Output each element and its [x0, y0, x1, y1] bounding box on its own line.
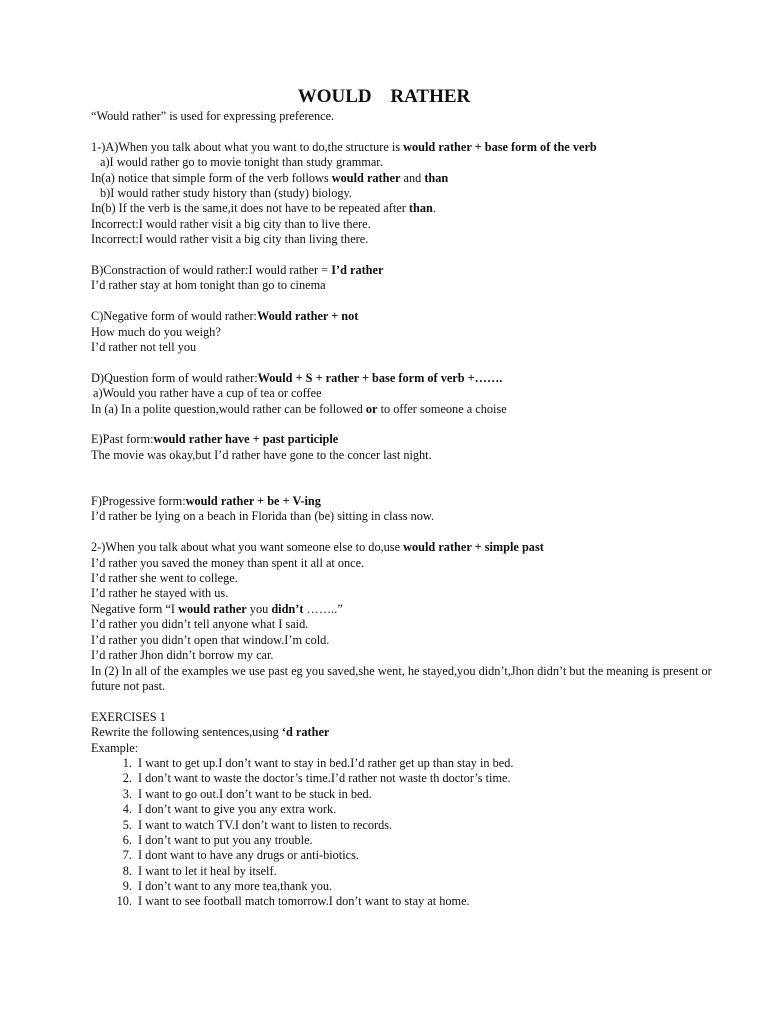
section-e-heading: E)Past form:would rather have + past participle [91, 432, 339, 447]
note-b: In(b) If the verb is the same,it does not have to be repeated after than. [91, 201, 436, 216]
section-c-example-1: How much do you weigh? [91, 324, 221, 339]
section-2-note: In (2) In all of the examples we use past eg you saved,she went, he stayed,you didn’t,Jhon didn’t but the meaning is present or future not past. [91, 663, 712, 693]
example-a: a)I would rather go to movie tonight than study grammar. [100, 155, 383, 170]
list-item: 10. I want to see football match tomorrow.I don’t want to stay at home. [116, 894, 470, 909]
section-d-note: In (a) In a polite question,would rather can be followed or to offer someone a choise [91, 401, 507, 416]
list-item: 4. I don’t want to give you any extra work. [122, 802, 337, 817]
section-b-heading: B)Constraction of would rather:I would rather = I’d rather [91, 263, 384, 278]
section-d-example: a)Would you rather have a cup of tea or coffee [93, 386, 322, 401]
incorrect-example-1: Incorrect:I would rather visit a big city than to live there. [91, 216, 371, 231]
section-2-example-6: I’d rather Jhon didn’t borrow my car. [91, 648, 274, 663]
section-c-example-2: I’d rather not tell you [91, 340, 197, 355]
section-2-example-1: I’d rather you saved the money than spent it all at once. [91, 555, 365, 570]
list-item: 2. I don’t want to waste the doctor’s time.I’d rather not waste th doctor’s time. [122, 771, 511, 786]
section-2-example-3: I’d rather he stayed with us. [91, 586, 229, 601]
document-body [91, 109, 731, 910]
section-f-heading: F)Progessive form:would rather + be + V-ing [91, 494, 321, 509]
section-f-example: I’d rather be lying on a beach in Florida than (be) sitting in class now. [91, 509, 435, 524]
section-2-example-5: I’d rather you didn’t open that window.I’m cold. [91, 632, 330, 647]
section-c-heading: C)Negative form of would rather:Would rather + not [91, 309, 359, 324]
section-1-heading: 1-)A)When you talk about what you want to do,the structure is would rather + base form of the verb [91, 139, 597, 154]
list-item: 7. I dont want to have any drugs or anti-biotics. [122, 848, 359, 863]
list-item: 1. I want to get up.I don’t want to stay in bed.I’d rather get up than stay in bed. [122, 755, 514, 770]
section-2-heading: 2-)When you talk about what you want someone else to do,use would rather + simple past [91, 540, 544, 555]
list-item: 6. I don’t want to put you any trouble. [122, 832, 313, 847]
section-b-example: I’d rather stay at hom tonight than go to cinema [91, 278, 326, 293]
list-item: 8. I want to let it heal by itself. [122, 863, 277, 878]
exercises-heading: EXERCISES 1 [91, 709, 166, 724]
list-item: 9. I don’t want to any more tea,thank you. [122, 879, 333, 894]
incorrect-example-2: Incorrect:I would rather visit a big city than living there. [91, 232, 369, 247]
section-2-example-2: I’d rather she went to college. [91, 571, 238, 586]
exercise-list [91, 756, 731, 910]
section-e-example: The movie was okay,but I’d rather have gone to the concer last night. [91, 447, 432, 462]
negative-form-line: Negative form “I would rather you didn’t ……..” [91, 601, 343, 616]
section-d-heading: D)Question form of would rather:Would + S + rather + base form of verb +……. [91, 370, 503, 385]
list-item: 3. I want to go out.I don’t want to be stuck in bed. [122, 786, 372, 801]
page-title: WOULD RATHER [297, 86, 471, 107]
note-a: In(a) notice that simple form of the verb follows would rather and than [91, 170, 449, 185]
intro-line: “Would rather” is used for expressing preference. [91, 109, 335, 123]
example-label: Example: [91, 740, 139, 755]
section-2-example-4: I’d rather you didn’t tell anyone what I said. [91, 617, 309, 632]
exercises-instruction: Rewrite the following sentences,using ‘d rather [91, 725, 330, 740]
list-item: 5. I want to watch TV.I don’t want to listen to records. [122, 817, 393, 832]
example-b: b)I would rather study history than (study) biology. [100, 186, 352, 201]
